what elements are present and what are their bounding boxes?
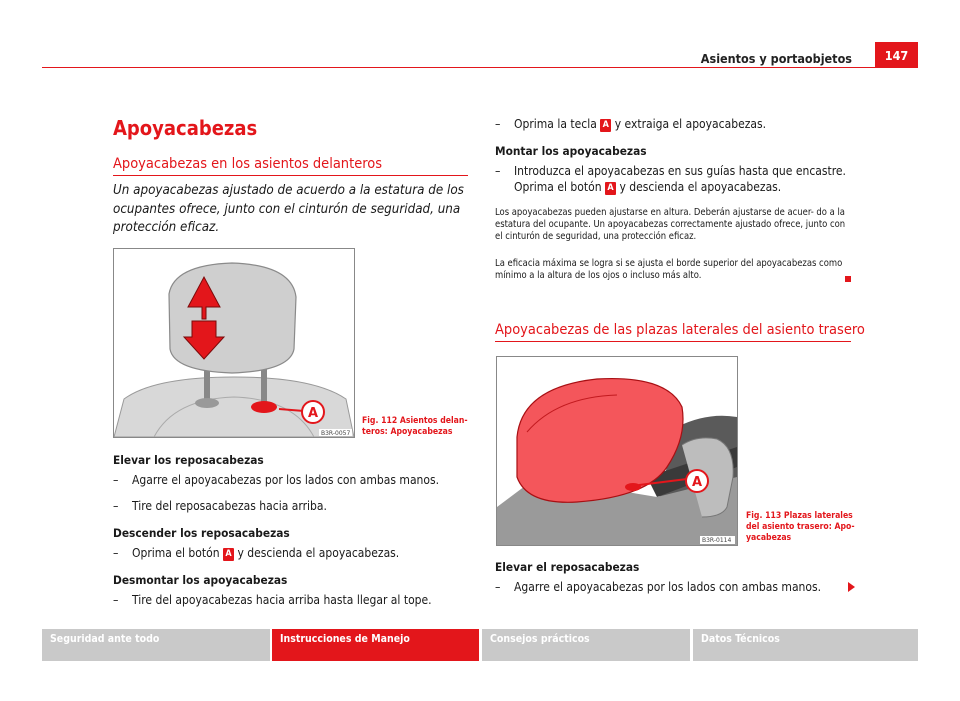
remove-step: – Tire del apoyacabezas hacia arriba hasta llegar al tope. [113, 593, 432, 607]
note-adjust: Los apoyacabezas pueden ajustarse en altura. Deberán ajustarse de acuer- do a la estatura del ocupante. Un apoyacabezas correctamente ajustado ofrece, junto con el cinturón de seguridad, una protección eficaz. [495, 207, 846, 243]
key-a-badge: A [600, 119, 611, 132]
tab-instrucciones[interactable]: Instrucciones de Manejo [272, 629, 479, 661]
lower-heading: Descender los reposacabezas [113, 526, 290, 540]
button-a-badge: A [605, 182, 616, 195]
remove-step-continued: – Oprima la tecla A y extraiga el apoyacabezas. [495, 117, 767, 131]
page-number: 147 [875, 42, 918, 67]
tab-seguridad[interactable]: Seguridad ante todo [42, 629, 270, 661]
section-rule-rear [495, 341, 851, 342]
figure-marker-A: A [307, 406, 319, 421]
remove-heading: Desmontar los apoyacabezas [113, 573, 288, 587]
headrest-rear-illustration [497, 357, 737, 545]
section-end-marker [845, 276, 851, 282]
figure-112-caption: Fig. 112 Asientos delan- teros: Apoyacabezas [362, 416, 468, 437]
page-title: Apoyacabezas [113, 116, 258, 140]
section-heading-rear: Apoyacabezas de las plazas laterales del asiento trasero [495, 322, 865, 338]
header-rule [42, 67, 918, 68]
running-header: Asientos y portaobjetos [700, 51, 852, 66]
lower-step: – Oprima el botón A y descienda el apoyacabezas. [113, 546, 400, 560]
note-efficacy: La eficacia máxima se logra si se ajusta el borde superior del apoyacabezas como mínimo a la altura de los ojos o incluso más alto. [495, 258, 843, 282]
figure-code: B3R-0114 [702, 537, 732, 544]
section-rule-front [113, 175, 468, 176]
figure-marker-A: A [691, 475, 703, 490]
button-a-badge: A [223, 548, 234, 561]
intro-text: Un apoyacabezas ajustado de acuerdo a la estatura de los ocupantes ofrece, junto con el cinturón de seguridad, una protección eficaz. [113, 183, 464, 235]
raise-heading: Elevar los reposacabezas [113, 453, 264, 467]
tab-datos[interactable]: Datos Técnicos [693, 629, 918, 661]
headrest-front-illustration [114, 249, 354, 437]
figure-113-caption: Fig. 113 Plazas laterales del asiento trasero: Apo- yacabezas [746, 511, 855, 543]
tab-consejos[interactable]: Consejos prácticos [482, 629, 690, 661]
figure-112 [113, 248, 355, 438]
figure-113 [496, 356, 738, 546]
mount-step: – Introduzca el apoyacabezas en sus guías hasta que encastre. Oprima el botón A y descienda el apoyacabezas. [495, 164, 846, 194]
rear-raise-step: – Agarre el apoyacabezas por los lados con ambas manos. [495, 580, 822, 594]
rear-raise-heading: Elevar el reposacabezas [495, 560, 640, 574]
section-heading-front: Apoyacabezas en los asientos delanteros [113, 156, 383, 172]
mount-heading: Montar los apoyacabezas [495, 144, 647, 158]
figure-code: B3R-0057 [321, 430, 351, 437]
raise-step-2: – Tire del reposacabezas hacia arriba. [113, 499, 327, 513]
continue-arrow-icon [848, 582, 855, 592]
raise-step-1: – Agarre el apoyacabezas por los lados con ambas manos. [113, 473, 440, 487]
